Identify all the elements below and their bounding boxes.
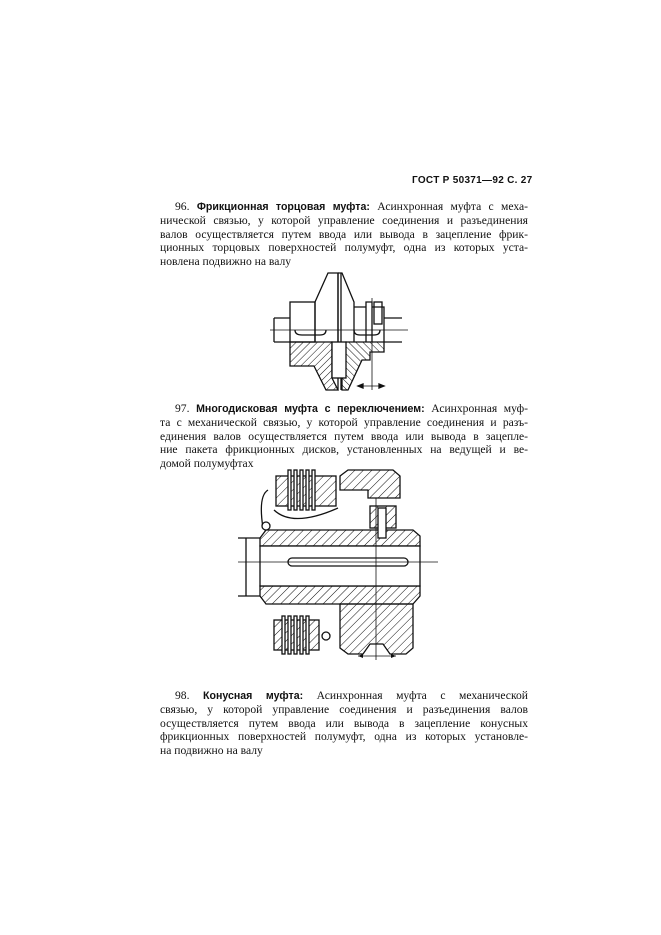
page-header: ГОСТ Р 50371—92 С. 27 [412, 175, 533, 186]
section-97-line-5: домой полумуфтах [160, 456, 254, 470]
section-98-line-2: связью, у которой управление соединения и разъединения валов [160, 703, 528, 717]
section-97-line-1: 97. Многодисковая муфта с переключением: Асинхронная муф- [175, 402, 528, 415]
section-98 [160, 689, 528, 757]
section-96-line-2: нической связью, у которой управление соединения и разъединения [160, 214, 528, 228]
section-98-line-4: фрикционных поверхностей полумуфт, одна из которых установле- [160, 730, 528, 744]
figure-multi-disc-coupling [238, 468, 443, 663]
section-97 [160, 402, 528, 470]
section-98-line-1: 98. Конусная муфта: Асинхронная муфта с механической [175, 689, 528, 702]
section-number: 98. [175, 689, 190, 702]
section-96 [160, 200, 528, 268]
section-98-line-3: осуществляется путем ввода или вывода в зацепление конусных [160, 716, 528, 730]
section-97-line-2: та с механической связью, у которой управление соединения и разъ- [160, 416, 528, 430]
section-96-line-1: 96. Фрикционная торцовая муфта: Асинхронная муфта с меха- [175, 200, 529, 213]
section-number: 97. [175, 402, 190, 415]
term-title: Фрикционная торцовая муфта: [196, 201, 370, 213]
section-98-line-5: на подвижно на валу [160, 743, 263, 757]
section-96-line-4: ционных торцовых поверхностей полумуфт, одна из которых уста- [160, 241, 528, 255]
term-title: Конусная муфта: [203, 690, 304, 702]
term-title: Многодисковая муфта с переключением: [196, 403, 425, 415]
section-97-line-4: ние пакета фрикционных дисков, установленных на ведущей и ве- [160, 443, 528, 457]
section-number: 96. [175, 200, 190, 213]
section-96-line-5: новлена подвижно на валу [160, 254, 292, 268]
section-96-line-3: валов осуществляется путем ввода или вывода в зацепление фрик- [160, 227, 528, 241]
figure-friction-face-coupling [262, 270, 412, 392]
section-97-line-3: единения валов осуществляется путем ввода или вывода в зацепле- [160, 429, 528, 443]
